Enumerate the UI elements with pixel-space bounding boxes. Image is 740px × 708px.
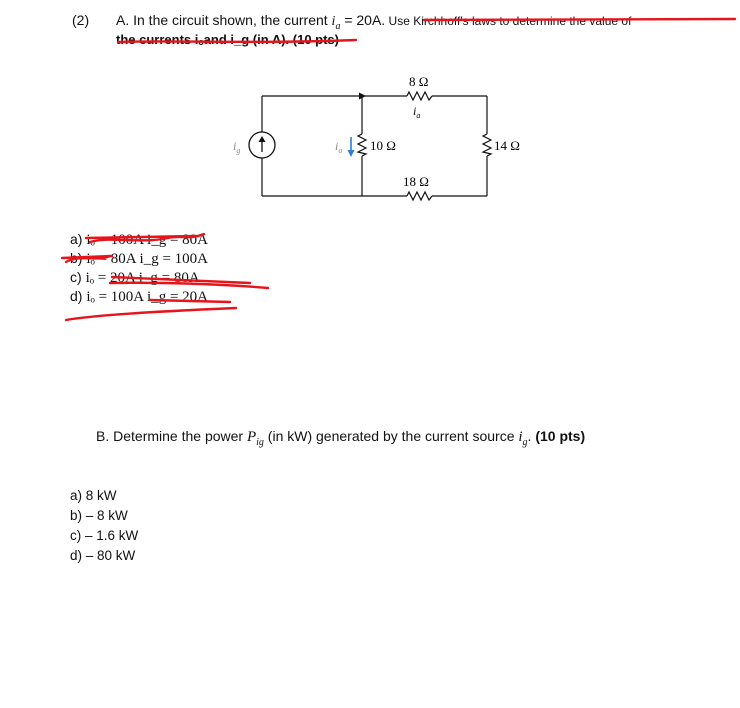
option-a-a[interactable]: a) iₒ = 100A i_g = 80A	[70, 231, 209, 248]
struck-instruction: Use Kirchhoff's laws to determine the value of	[385, 14, 632, 28]
option-b-a[interactable]: a) 8 kW	[70, 488, 117, 503]
ia-symbol: i	[331, 14, 336, 29]
option-b-d[interactable]: d) – 80 kW	[70, 548, 136, 563]
ia-subscript: a	[335, 20, 341, 32]
label-10-ohm: 10 Ω	[370, 138, 396, 153]
label-14-ohm: 14 Ω	[494, 138, 520, 153]
resistor-18-ohm	[407, 192, 432, 200]
label-8-ohm: 8 Ω	[409, 74, 429, 89]
label-ia: $i_a$	[413, 104, 421, 120]
option-a-d[interactable]: d) iₒ = 100A i_g = 20A	[70, 288, 209, 305]
resistor-8-ohm	[407, 92, 432, 100]
option-a-c[interactable]: c) iₒ = 20A i_g = 80A	[70, 269, 200, 286]
part-a-prefix: A. In the circuit shown, the current	[116, 12, 332, 28]
label-18-ohm: 18 Ω	[403, 174, 429, 189]
io-arrow-icon	[348, 150, 355, 157]
option-b-b[interactable]: b) – 8 kW	[70, 508, 128, 523]
option-b-c[interactable]: c) – 1.6 kW	[70, 528, 139, 543]
resistor-10-ohm	[358, 134, 366, 156]
label-io: $i_o$	[335, 139, 343, 155]
part-a-line2: the currents iₒand i_g (in A). (10 pts)	[116, 32, 339, 47]
question-number: (2)	[72, 12, 90, 28]
resistor-14-ohm	[483, 134, 491, 156]
option-a-b[interactable]: b) iₒ = 80A i_g = 100A	[70, 250, 209, 267]
ia-equals: = 20A.	[340, 12, 386, 28]
part-b-prompt: B. Determine the power $P_{ig}$ (in kW) generated by the current source $i_g$. (10 pts)	[96, 428, 586, 448]
label-ig: $i_g$	[233, 139, 241, 155]
